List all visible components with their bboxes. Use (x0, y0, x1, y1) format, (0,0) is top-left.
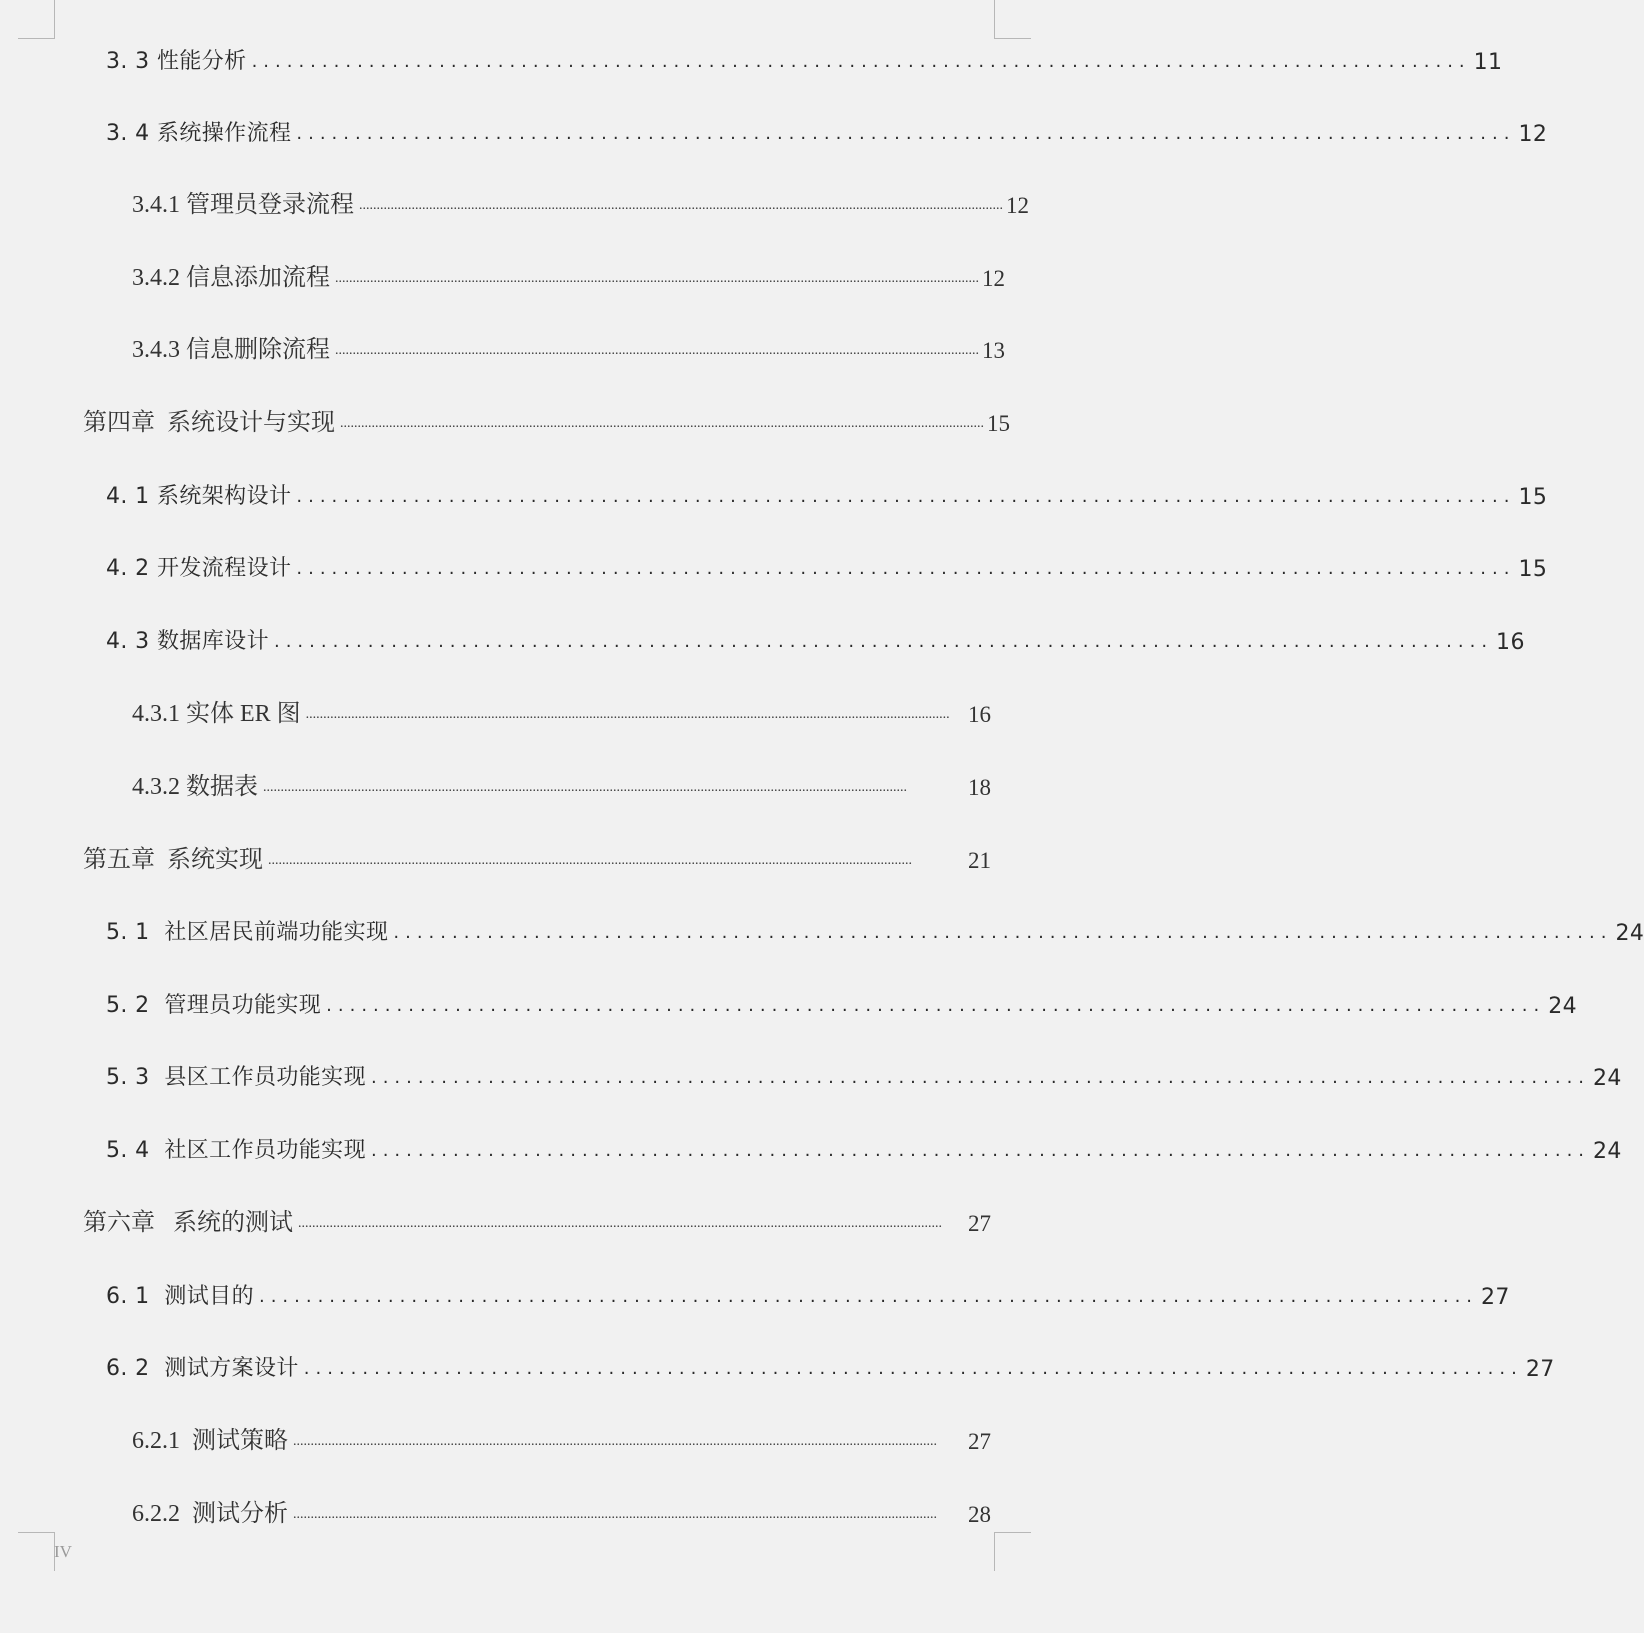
toc-entry-title: 5. 3 县区工作员功能实现 (106, 1065, 366, 1090)
toc-entry-page: 28 (968, 1502, 991, 1527)
toc-entry[interactable] (106, 987, 1578, 1019)
toc-entry-title: 6. 1 测试目的 (106, 1284, 254, 1309)
toc-entry-page: 13 (982, 338, 1005, 363)
toc-entry-page: 27 (1481, 1285, 1510, 1310)
toc-entry-title: 3.4.3 信息删除流程 (132, 337, 330, 363)
toc-dot-leader: ........................................................................................................ (393, 922, 1613, 943)
toc-entry[interactable] (132, 1496, 991, 1528)
footer-page-number: IV (54, 1542, 72, 1561)
toc-dot-leader: ........................................................................................................................................................................................ (298, 1216, 942, 1231)
toc-entry[interactable] (106, 43, 1503, 75)
toc-entry-title: 3.4.1 管理员登录流程 (132, 192, 354, 218)
crop-mark-top-left (18, 0, 55, 39)
toc-entry-title: 第四章 系统设计与实现 (83, 410, 335, 436)
toc-dot-leader: ........................................................................................................ (273, 631, 1494, 652)
toc-dot-leader: ........................................................................................................................................................................................ (359, 198, 1003, 213)
toc-entry-page: 18 (968, 775, 991, 800)
toc-entry[interactable] (132, 696, 991, 728)
toc-entry[interactable] (132, 260, 1005, 292)
toc-entry-title: 5. 2 管理员功能实现 (106, 993, 322, 1018)
toc-entry-title: 4. 3 数据库设计 (106, 629, 269, 654)
toc-dot-leader: ........................................................................................................................................................................................ (335, 343, 979, 358)
toc-entry-page: 27 (968, 1211, 991, 1236)
toc-entry-page: 21 (968, 848, 991, 873)
toc-dot-leader: ........................................................................................................................................................................................ (293, 1434, 937, 1449)
toc-entry[interactable] (83, 1205, 991, 1237)
toc-dot-leader: ........................................................................................................ (251, 51, 1471, 72)
toc-entry-page: 12 (1006, 193, 1029, 218)
toc-entry-page: 12 (1518, 122, 1548, 147)
toc-entry[interactable] (106, 1059, 1622, 1091)
toc-entry-page: 16 (1496, 630, 1525, 655)
toc-entry-title: 4.3.1 实体 ER 图 (132, 701, 301, 727)
toc-entry-page: 24 (1615, 921, 1644, 946)
toc-dot-leader: ........................................................................................................ (296, 558, 1516, 579)
toc-entry-page: 15 (1518, 557, 1548, 582)
toc-entry-page: 15 (1518, 485, 1548, 510)
toc-entry-title: 4. 1 系统架构设计 (106, 484, 292, 509)
toc-entry-title: 6.2.2 测试分析 (132, 1501, 288, 1527)
toc-dot-leader: ........................................................................................................................................................................................ (335, 271, 979, 286)
toc-entry-title: 4.3.2 数据表 (132, 774, 258, 800)
toc-dot-leader: ........................................................................................................ (296, 123, 1516, 144)
toc-entry-page: 24 (1593, 1139, 1622, 1164)
toc-entry[interactable] (106, 550, 1548, 582)
toc-entry-title: 3. 3 性能分析 (106, 49, 247, 74)
toc-entry[interactable] (106, 115, 1548, 147)
toc-entry-page: 12 (982, 266, 1005, 291)
toc-entry[interactable] (83, 842, 991, 874)
toc-dot-leader: ........................................................................................................ (370, 1067, 1591, 1088)
toc-entry-title: 6.2.1 测试策略 (132, 1428, 288, 1454)
toc-entry-title: 4. 2 开发流程设计 (106, 556, 292, 581)
toc-entry-title: 3. 4 系统操作流程 (106, 121, 292, 146)
toc-dot-leader: ........................................................................................................................................................................................ (263, 780, 907, 795)
toc-dot-leader: ........................................................................................................ (296, 486, 1516, 507)
toc-entry-title: 3.4.2 信息添加流程 (132, 265, 330, 291)
toc-dot-leader: ........................................................................................................ (326, 995, 1546, 1016)
toc-dot-leader: ........................................................................................................................................................................................ (268, 853, 912, 868)
toc-dot-leader: ........................................................................................................................................................................................ (305, 707, 950, 722)
toc-entry-page: 24 (1548, 994, 1578, 1019)
toc-entry[interactable] (83, 405, 1010, 437)
toc-entry[interactable] (106, 1132, 1622, 1164)
toc-entry-title: 第五章 系统实现 (83, 847, 263, 873)
toc-entry[interactable] (106, 914, 1644, 946)
toc-entry-title: 第六章 系统的测试 (83, 1210, 293, 1236)
toc-entry-page: 16 (968, 702, 991, 727)
toc-dot-leader: ........................................................................................................................................................................................ (293, 1507, 937, 1522)
crop-mark-bottom-right (994, 1532, 1031, 1571)
toc-entry-title: 6. 2 测试方案设计 (106, 1356, 299, 1381)
toc-entry[interactable] (132, 187, 1029, 219)
toc-entry-page: 11 (1473, 50, 1503, 75)
toc-entry-title: 5. 4 社区工作员功能实现 (106, 1138, 366, 1163)
toc-entry[interactable] (106, 1278, 1510, 1310)
toc-entry[interactable] (132, 332, 1005, 364)
toc-dot-leader: ........................................................................................................ (258, 1286, 1479, 1307)
toc-entry-title: 5. 1 社区居民前端功能实现 (106, 920, 389, 945)
toc-entry[interactable] (106, 478, 1548, 510)
crop-mark-top-right (994, 0, 1031, 39)
toc-entry-page: 15 (987, 411, 1010, 436)
crop-mark-bottom-left (18, 1532, 55, 1571)
toc-entry[interactable] (132, 769, 991, 801)
toc-entry[interactable] (106, 623, 1525, 655)
toc-entry[interactable] (106, 1350, 1555, 1382)
toc-dot-leader: ........................................................................................................ (370, 1140, 1591, 1161)
toc-entry[interactable] (132, 1423, 991, 1455)
toc-entry-page: 27 (968, 1429, 991, 1454)
toc-entry-page: 24 (1593, 1066, 1622, 1091)
toc-dot-leader: ........................................................................................................ (303, 1358, 1523, 1379)
toc-entry-page: 27 (1525, 1357, 1555, 1382)
toc-dot-leader: ........................................................................................................................................................................................ (340, 416, 984, 431)
